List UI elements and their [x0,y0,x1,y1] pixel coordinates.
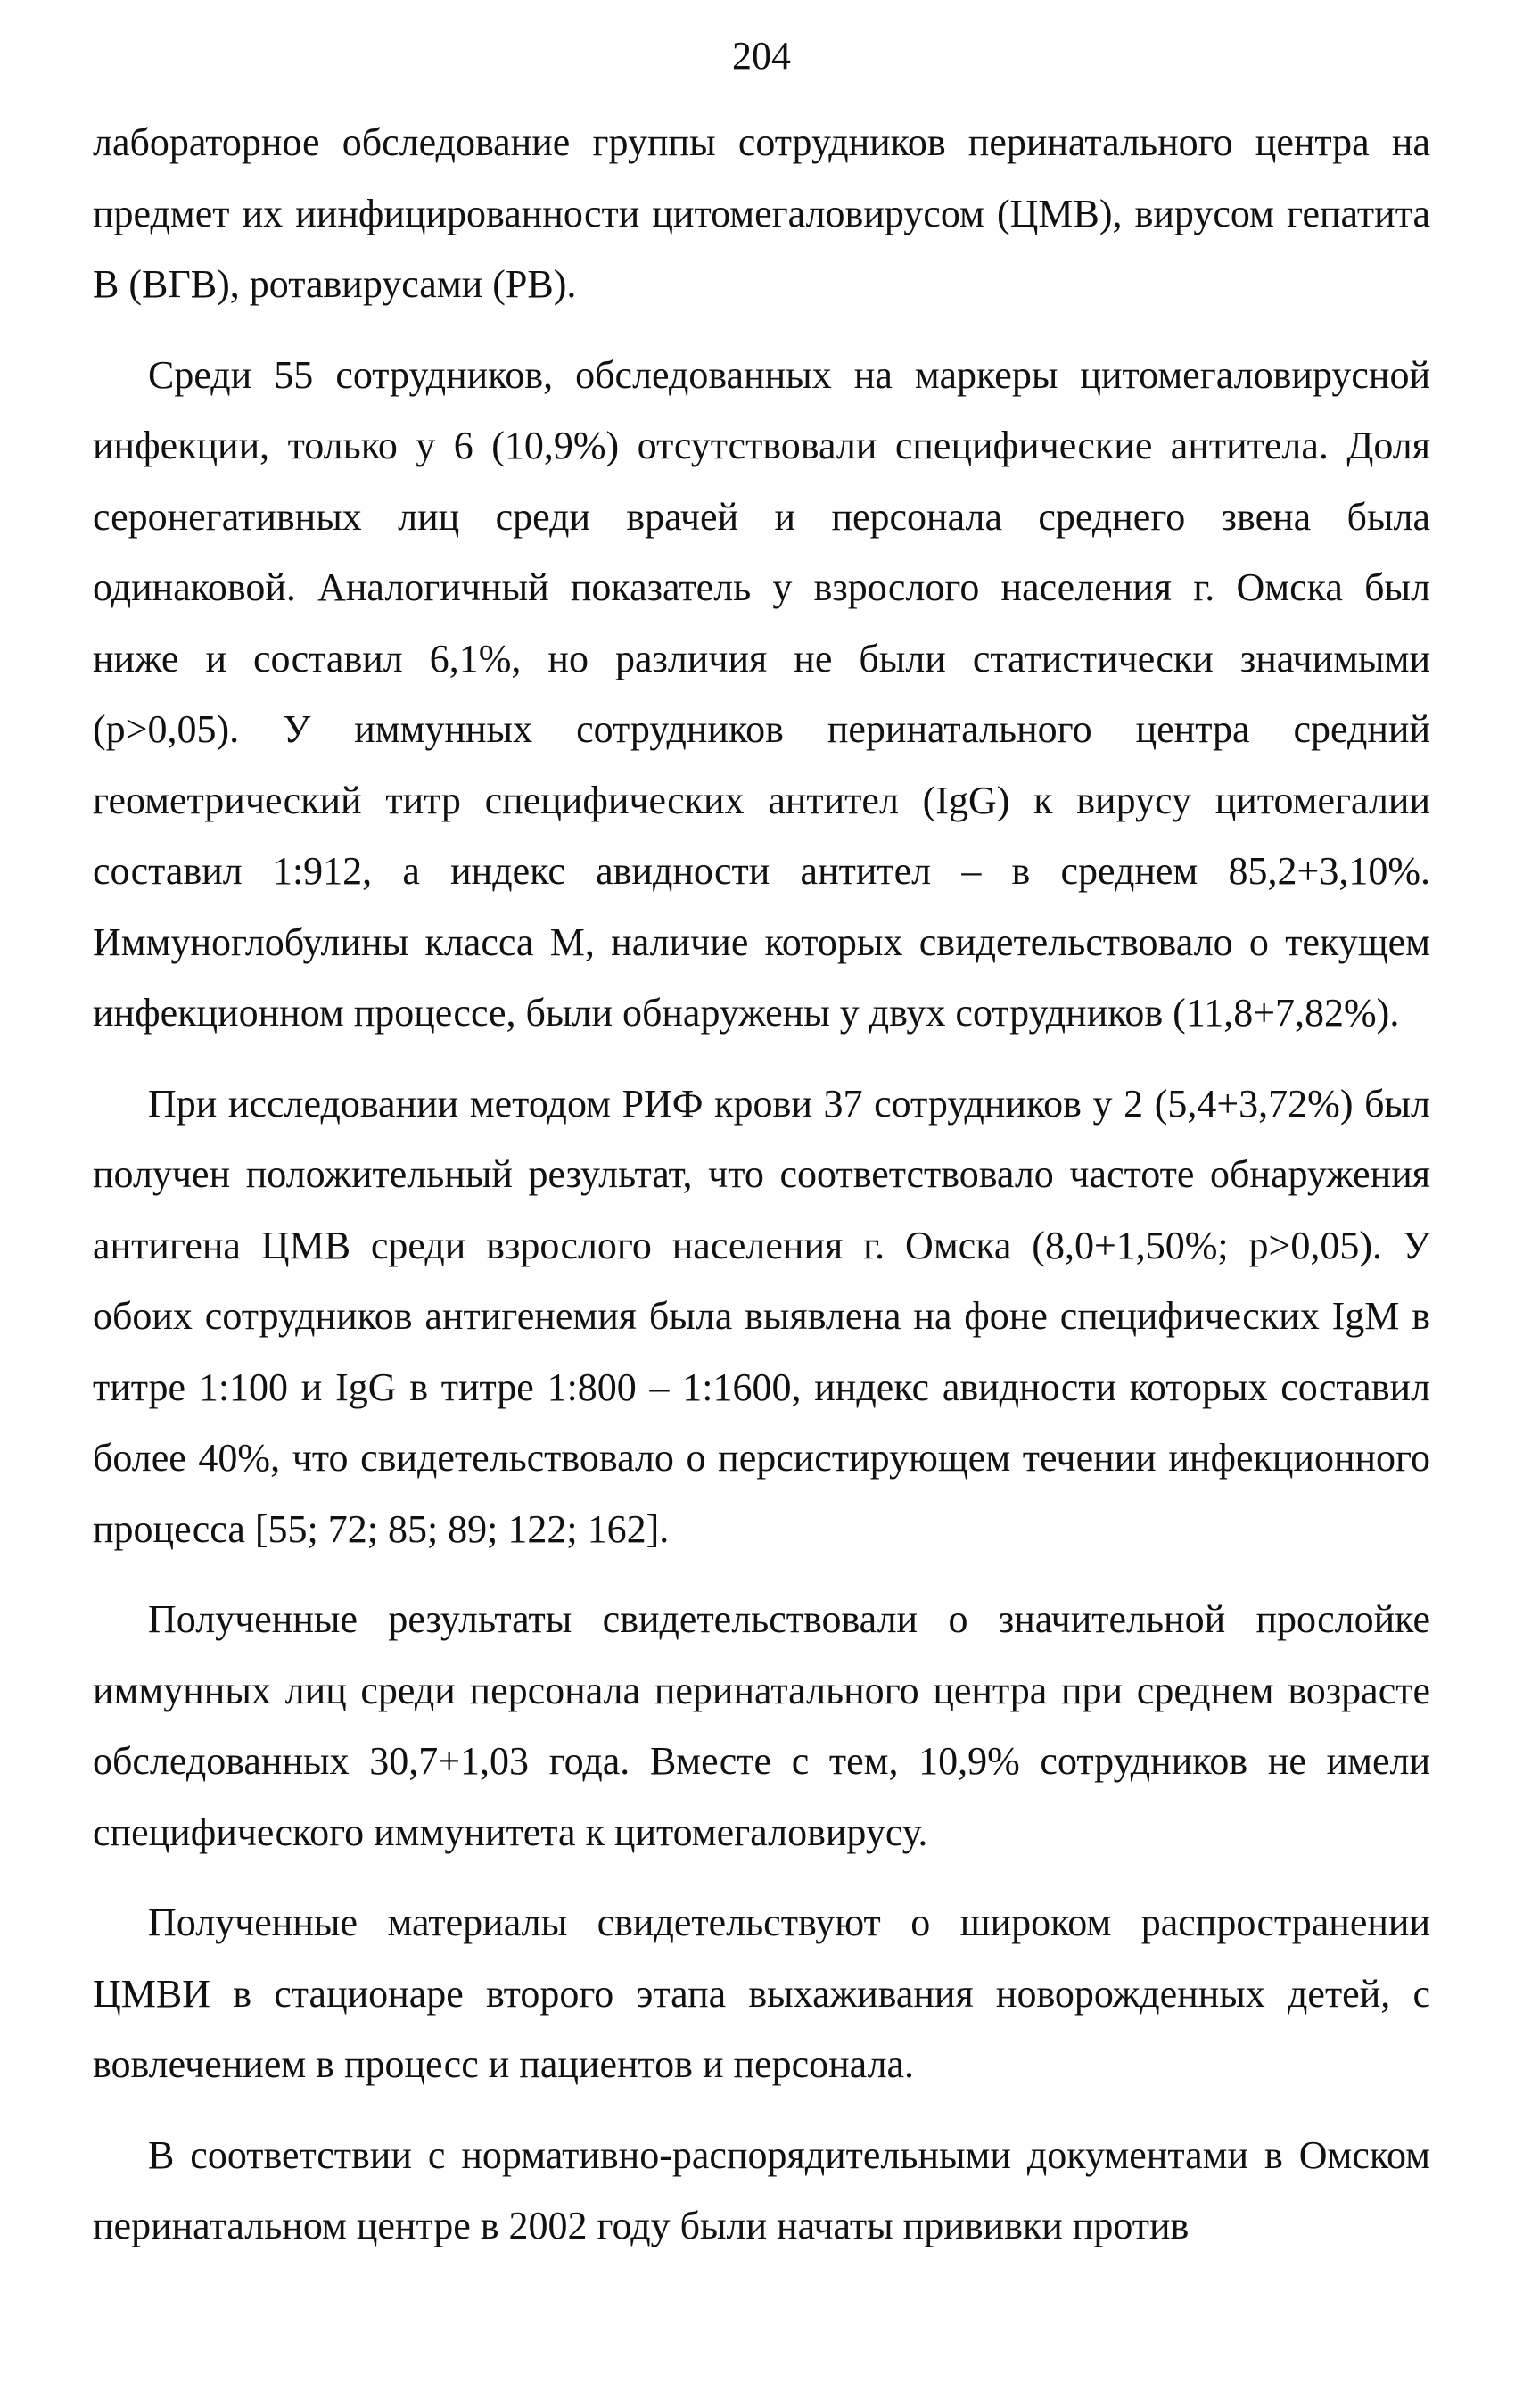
paragraph-1: лабораторное обследование группы сотрудников перинатального центра на предмет их иинфицированности цитомегаловирусом (ЦМВ), вирусом гепатита В (ВГВ), ротавирусами (РВ). [93,120,1430,306]
paragraph-5: Полученные материалы свидетельствуют о широком распространении ЦМВИ в стационаре второго этапа выхаживания новорожденных детей, с вовлечением в процесс и пациентов и персонала. [93,1901,1430,2086]
paragraph-2: Среди 55 сотрудников, обследованных на маркеры цитомегаловирусной инфекции, только у 6 (10,9%) отсутствовали специфические антитела. Доля серонегативных лиц среди врачей и персонала среднего звена была одинаковой. Аналогичный показатель у взрослого населения г. Омска был ниже и составил 6,1%, но различия не были статистически значимыми (р>0,05). У иммунных сотрудников перинатального центра средний геометрический титр специфических антител (IgG) к вирусу цитомегалии составил 1:912, а индекс авидности антител – в среднем 85,2+3,10%. Иммуноглобулины класса М, наличие которых свидетельствовало о текущем инфекционном процессе, были обнаружены у двух сотрудников (11,8+7,82%). [93,352,1430,1035]
paragraph-3: При исследовании методом РИФ крови 37 сотрудников у 2 (5,4+3,72%) был получен положительный результат, что соответствовало частоте обнаружения антигена ЦМВ среди взрослого населения г. Омска (8,0+1,50%; р>0,05). У обоих сотрудников антигенемия была выявлена на фоне специфических IgM в титре 1:100 и IgG в титре 1:800 – 1:1600, индекс авидности которых составил более 40%, что свидетельствовало о персистирующем течении инфекционного процесса [55; 72; 85; 89; 122; 162]. [93,1081,1430,1551]
document-body [93,107,1430,2281]
paragraph-6: В соответствии с нормативно-распорядительными документами в Омском перинатальном центре в 2002 году были начаты прививки против [93,2132,1430,2247]
paragraph-4: Полученные результаты свидетельствовали о значительной прослойке иммунных лиц среди персонала перинатального центра при среднем возрасте обследованных 30,7+1,03 года. Вместе с тем, 10,9% сотрудников не имели специфического иммунитета к цитомегаловирусу. [93,1597,1430,1854]
page-number: 204 [732,34,791,78]
